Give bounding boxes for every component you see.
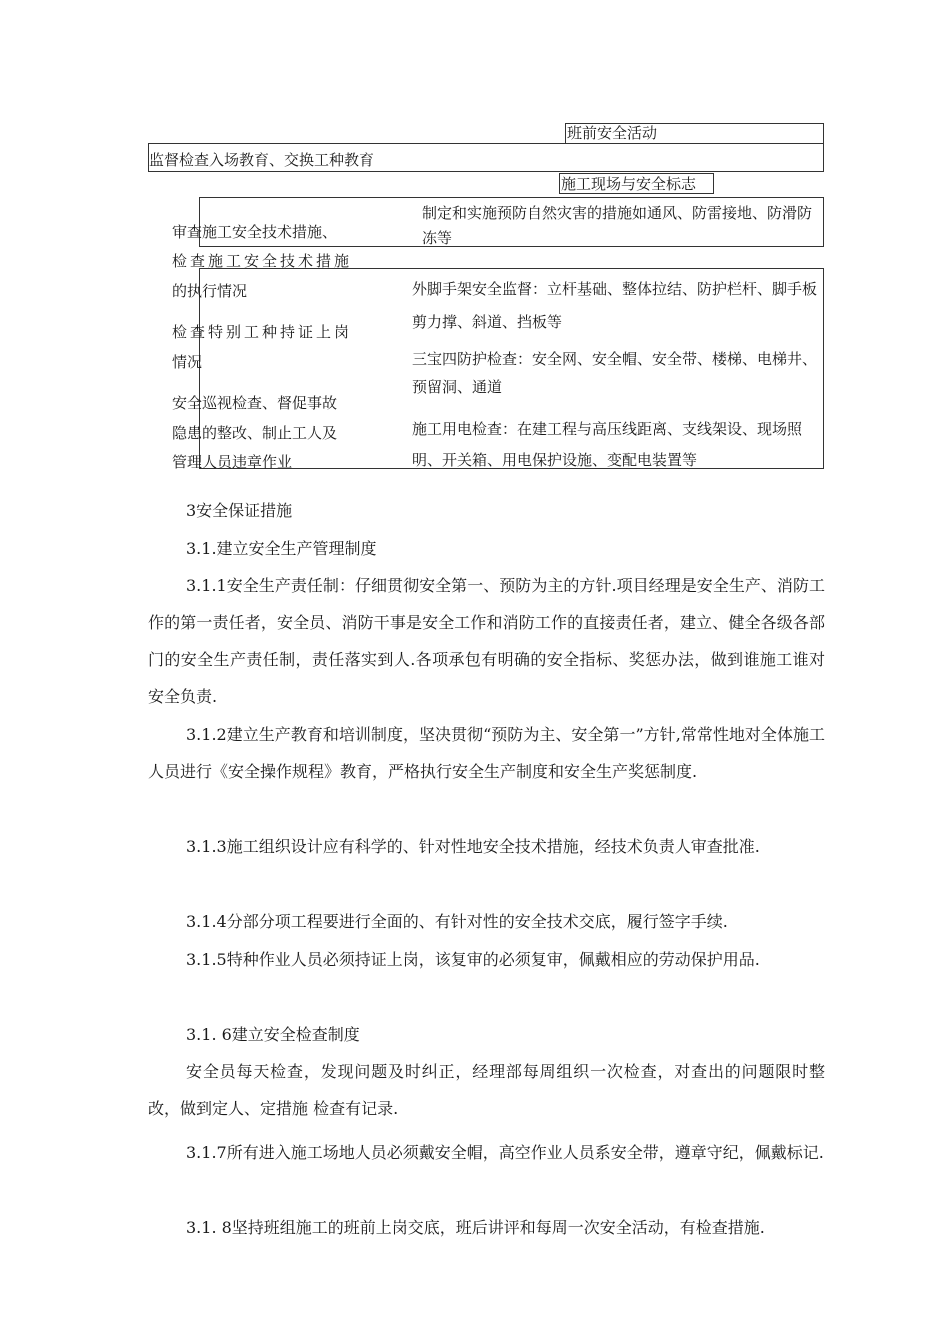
paragraph-3-1-1: 3.1.1安全生产责任制：仔细贯彻安全第一、预防为主的方针.项目经理是安全生产、消防工作的第一责任者，安全员、消防干事是安全工作和消防工作的直接责任者，建立、健全各级各部门的安全生产责任制，责任落实到人.各项承包有明确的安全指标、奖惩办法，做到谁施工谁对安全负责.	[148, 576, 825, 706]
paragraph-3-1-4: 3.1.4分部分项工程要进行全面的、有针对性的安全技术交底，履行签字手续.	[186, 912, 728, 931]
left-item-7: 隐患的整改、制止工人及	[172, 424, 338, 442]
paragraph-3-1-3: 3.1.3施工组织设计应有科学的、针对性地安全技术措施，经技术负责人审查批准.	[186, 837, 760, 856]
paragraph-3-1-6-heading: 3.1. 6建立安全检查制度	[186, 1025, 360, 1044]
label-jiandu: 监督检查入场教育、交换工种教育	[149, 151, 375, 169]
right-item-electric: 施工用电检查：在建工程与高压线距离、支线架设、现场照明、开关箱、用电保护设施、变配电装置等	[412, 420, 803, 469]
paragraph-3-1-8: 3.1. 8坚持班组施工的班前上岗交底，班后讲评和每周一次安全活动，有检查措施.	[186, 1218, 765, 1237]
paragraph-3-1-7: 3.1.7所有进入施工场地人员必须戴安全帽，高空作业人员系安全带，遵章守纪，佩戴标记.	[186, 1143, 824, 1162]
heading-3: 3安全保证措施	[186, 501, 293, 520]
left-item-3: 的执行情况	[172, 282, 248, 300]
heading-3-1: 3.1.建立安全生产管理制度	[186, 539, 377, 558]
right-item-sanbao: 三宝四防护检查：安全网、安全帽、安全带、楼梯、电梯井、预留洞、通道	[412, 350, 818, 396]
right-item-scaffold: 外脚手架安全监督：立杆基础、整体拉结、防护栏杆、脚手板剪力撑、斜道、挡板等	[412, 280, 818, 331]
paragraph-3-1-6-body: 安全员每天检查，发现问题及时纠正，经理部每周组织一次检查，对查出的问题限时整改，做到定人、定措施 检查有记录.	[148, 1062, 825, 1118]
paragraph-3-1-5: 3.1.5特种作业人员必须持证上岗，该复审的必须复审，佩戴相应的劳动保护用品.	[186, 950, 760, 969]
left-item-4: 检查特别工种持证上岗	[172, 323, 353, 341]
label-ban-qian: 班前安全活动	[567, 124, 658, 142]
label-shigong-xianchang: 施工现场与安全标志	[561, 175, 697, 193]
paragraph-3-1-2: 3.1.2建立生产教育和培训制度，坚决贯彻“预防为主、安全第一”方针,常常性地对全体施工人员进行《安全操作规程》教育，严格执行安全生产制度和安全生产奖惩制度.	[148, 725, 825, 781]
left-item-5: 情况	[172, 353, 203, 371]
left-item-2: 检查施工安全技术措施	[172, 252, 353, 270]
label-zirang: 制定和实施预防自然灾害的措施如通风、防雷接地、防滑防冻等	[422, 204, 813, 247]
left-item-1: 审查施工安全技术措施、	[172, 223, 338, 241]
left-item-8: 管理人员违章作业	[172, 453, 293, 471]
left-item-6: 安全巡视检查、督促事故	[172, 394, 338, 412]
